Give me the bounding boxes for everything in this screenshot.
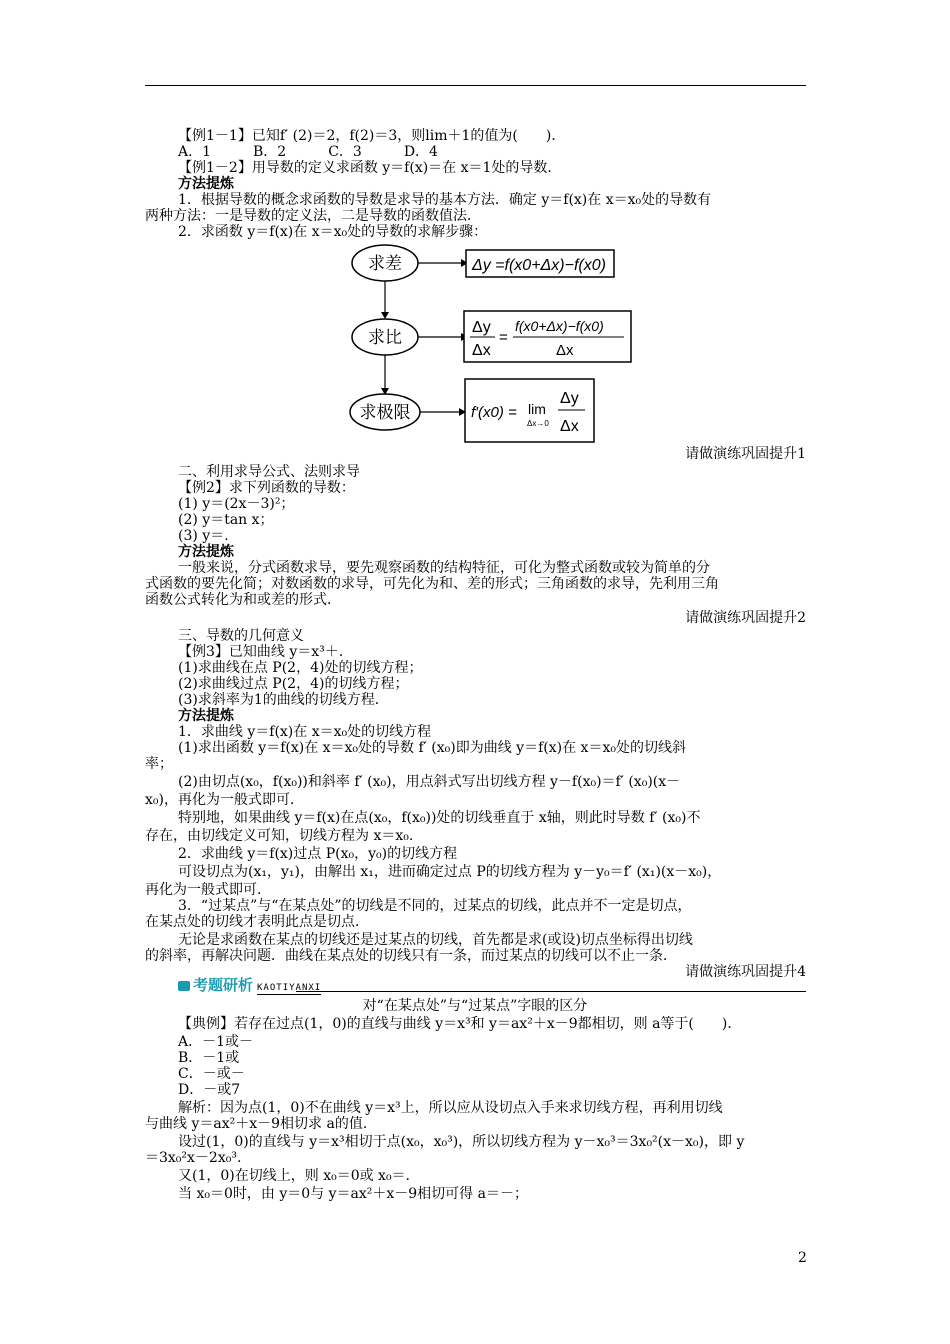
method-1-steps-intro: 2．求函数 y＝f(x)在 x＝x₀处的导数的求解步骤： [178, 224, 488, 240]
svg-text:=: = [499, 329, 508, 346]
method-3-point-2-text: 可设切点为(x₁，y₁)，由解出 x₁，进而确定过点 P的切线方程为 y－y₀＝f′ (x₁)(x－x₀)， [178, 864, 722, 880]
example-2-item-1: (1) y＝(2x－3)²； [178, 496, 295, 512]
banner-pinyin: KAOTIYANXI [257, 983, 322, 993]
flow-formula-3-den: Δx [560, 418, 579, 435]
flow-step-3-label: 求极限 [359, 403, 411, 422]
method-3-point-2: 2．求曲线 y＝f(x)过点 P(x₀，y₀)的切线方程 [178, 846, 458, 862]
section-3-heading: 三、导数的几何意义 [178, 628, 304, 644]
example-2-item-2: (2) y＝tan x； [178, 512, 274, 528]
method-2-text-b: 式函数的要先化简；对数函数的求导，可先化为和、差的形式；三角函数的求导，先利用三角 [145, 576, 719, 592]
method-heading-3: 方法提炼 [178, 708, 234, 724]
method-3-point-1-b-cont: x₀)，再化为一般式即可． [145, 792, 304, 808]
practice-link-2: 请做演练巩固提升2 [685, 610, 806, 626]
flow-formula-2-lhs-num: Δy [472, 319, 491, 336]
flow-formula-2-rhs-num: f(x0+Δx)−f(x0) [515, 318, 604, 334]
page-number: 2 [798, 1250, 807, 1266]
solution-text-a: 解析：因为点(1，0)不在曲线 y＝x³上，所以应从设切点入手来求切线方程，再利用切线 [178, 1100, 723, 1116]
option-b: B．－1或 [178, 1050, 240, 1066]
method-2-text-c: 函数公式转化为和或差的形式． [145, 592, 341, 608]
flow-step-1-label: 求差 [368, 254, 402, 273]
option-d: D．－或7 [178, 1082, 241, 1098]
flow-step-2-label: 求比 [368, 328, 402, 347]
method-3-point-1: 1．求曲线 y＝f(x)在 x＝x₀处的切线方程 [178, 724, 432, 740]
flow-formula-3-sub: Δx→0 [527, 419, 549, 428]
derivative-flowchart [349, 240, 649, 448]
method-3-point-3: 3．“过某点”与“在某点处”的切线是不同的，过某点的切线，此点并不一定是切点， [178, 898, 692, 914]
solution-text-e: 又(1，0)在切线上，则 x₀＝0或 x₀＝. [178, 1168, 411, 1184]
flow-formula-2-rhs-den: Δx [556, 342, 574, 359]
example-2-item-3: (3) y＝. [178, 528, 229, 544]
method-1-text-b: 两种方法：一是导数的定义法，二是导数的函数值法． [145, 208, 481, 224]
solution-text-f: 当 x₀＝0时，由 y＝0与 y＝ax²＋x－9相切可得 a＝－； [178, 1186, 528, 1202]
solution-text-c: 设过(1，0)的直线与 y＝x³相切于点(x₀，x₀³)，所以切线方程为 y－x₀³＝3x₀²(x－x₀)，即 y [178, 1134, 745, 1150]
banner-arrow-icon [178, 981, 190, 991]
method-3-special-case-cont: 存在，由切线定义可知，切线方程为 x＝x₀. [145, 828, 414, 844]
option-c: C．－或－ [178, 1066, 245, 1082]
method-3-special-case: 特别地，如果曲线 y＝f(x)在点(x₀，f(x₀))处的切线垂直于 x轴，则此时导数 f′ (x₀)不 [178, 810, 701, 826]
example-3-item-3: (3)求斜率为1的曲线的切线方程． [178, 692, 389, 708]
practice-link-1: 请做演练巩固提升1 [685, 446, 806, 462]
method-3-point-1-a: (1)求出函数 y＝f(x)在 x＝x₀处的导数 f′ (x₀)即为曲线 y＝f(x)在 x＝x₀处的切线斜 [178, 740, 686, 756]
example-3-item-1: (1)求曲线在点 P(2，4)处的切线方程； [178, 660, 423, 676]
flow-formula-3-lim: lim [528, 401, 546, 417]
banner-rule [296, 991, 806, 992]
example-1-1-options: A．1 B．2 C．3 D．4 [178, 144, 438, 160]
flow-formula-3-lhs: f′(x0) = [471, 404, 517, 421]
method-3-point-3-cont: 在某点处的切线才表明此点是切点． [145, 914, 369, 930]
case-study-title: 对“在某点处”与“过某点”字眼的区分 [362, 998, 588, 1014]
section-2-heading: 二、利用求导公式、法则求导 [178, 464, 360, 480]
practice-link-4: 请做演练巩固提升4 [685, 964, 806, 980]
method-1-text-a: 1．根据导数的概念求函数的导数是求导的基本方法．确定 y＝f(x)在 x＝x₀处的导数有 [178, 192, 712, 208]
method-2-text-a: 一般来说，分式函数求导，要先观察函数的结构特征，可化为整式函数或较为简单的分 [178, 560, 710, 576]
method-3-point-1-a-cont: 率； [145, 756, 173, 772]
flow-formula-2-lhs-den: Δx [472, 342, 491, 359]
example-1-1: 【例1－1】已知f′ (2)＝2，f(2)＝3，则lim＋1的值为( )． [178, 128, 566, 144]
method-heading-1: 方法提炼 [178, 176, 234, 192]
example-1-2: 【例1－2】用导数的定义求函数 y＝f(x)＝在 x＝1处的导数． [178, 160, 562, 176]
example-2: 【例2】求下列函数的导数： [178, 480, 355, 496]
solution-text-d: ＝3x₀²x－2x₀³. [145, 1150, 242, 1166]
example-3: 【例3】已知曲线 y＝x³＋. [178, 644, 344, 660]
flow-formula-3-num: Δy [560, 390, 579, 407]
example-3-item-2: (2)求曲线过点 P(2，4)的切线方程； [178, 676, 409, 692]
flow-formula-1: Δy =f(x0+Δx)−f(x0) [472, 257, 606, 274]
option-a: A．－1或－ [178, 1034, 254, 1050]
method-3-point-2-text-cont: 再化为一般式即可． [145, 882, 271, 898]
typical-example: 【典例】若存在过点(1，0)的直线与曲线 y＝x³和 y＝ax²＋x－9都相切，则 a等于( )． [178, 1016, 742, 1032]
banner-label: 考题研析 [193, 977, 254, 994]
method-3-point-1-b: (2)由切点(x₀，f(x₀))和斜率 f′ (x₀)，用点斜式写出切线方程 y－f(x₀)＝f′ (x₀)(x－ [178, 774, 681, 790]
header-rule [145, 85, 806, 86]
solution-text-b: 与曲线 y＝ax²＋x－9相切求 a的值． [145, 1116, 377, 1132]
method-3-summary: 无论是求函数在某点的切线还是过某点的切线，首先都是求(或设)切点坐标得出切线 [178, 932, 693, 948]
method-3-summary-cont: 的斜率，再解决问题．曲线在某点处的切线只有一条，而过某点的切线可以不止一条． [145, 948, 677, 964]
method-heading-2: 方法提炼 [178, 544, 234, 560]
